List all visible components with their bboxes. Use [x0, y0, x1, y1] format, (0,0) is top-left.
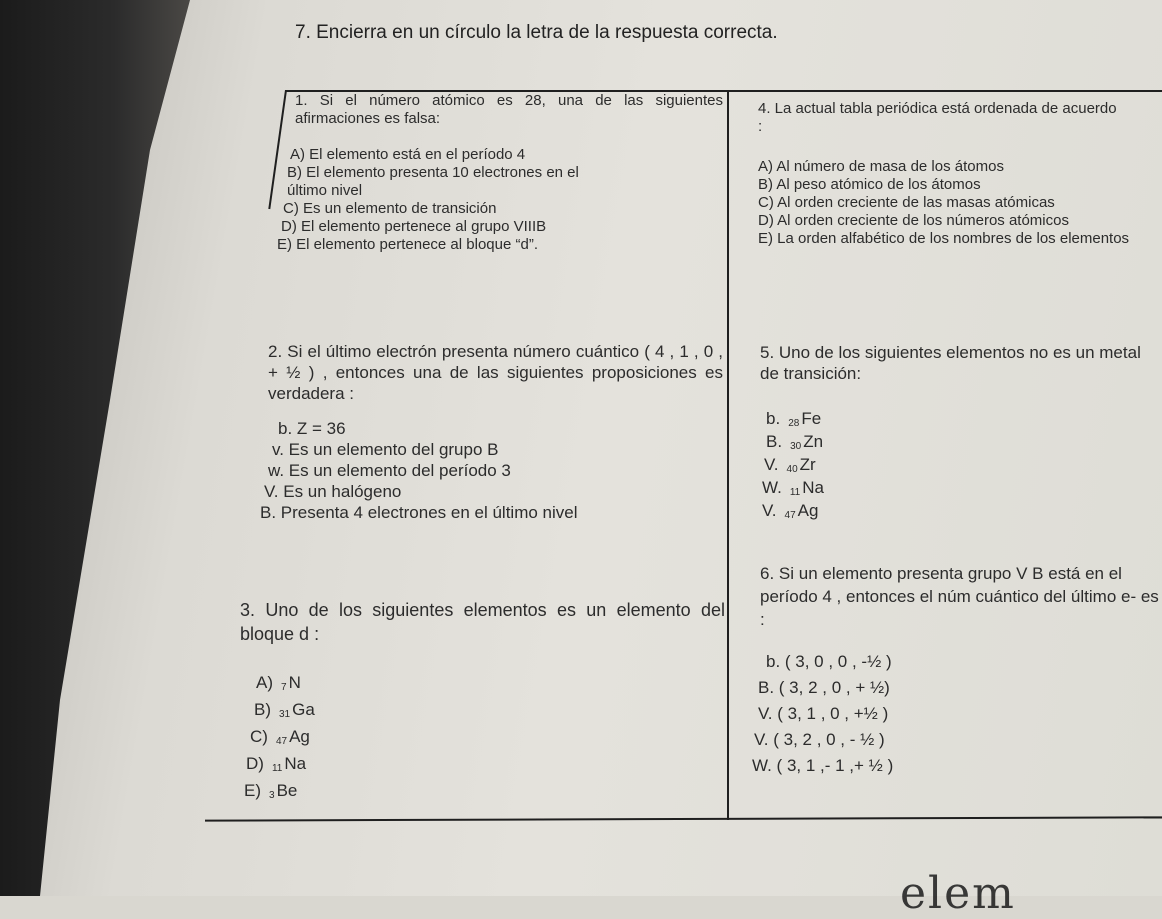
option-label: V.	[764, 455, 779, 474]
atomic-number: 40	[786, 464, 798, 475]
question-2-option-V[interactable]: V. Es un halógeno	[264, 482, 402, 501]
question-4-option-a[interactable]: A) Al número de masa de los átomos	[758, 158, 1004, 175]
question-3	[240, 598, 725, 807]
question-4-stem: 4. La actual tabla periódica está ordenada de acuerdo :	[758, 100, 1117, 135]
element-symbol: Ga	[292, 700, 315, 719]
question-5-option-B[interactable]	[766, 431, 1160, 454]
question-2-option-v[interactable]: v. Es un elemento del grupo B	[272, 440, 499, 459]
question-3-option-c[interactable]	[250, 726, 725, 753]
option-label: B.	[766, 432, 783, 451]
question-3-option-a[interactable]	[256, 672, 725, 699]
question-2-option-w[interactable]: w. Es un elemento del período 3	[268, 461, 511, 480]
element-symbol: N	[288, 673, 301, 692]
element-symbol: Ag	[797, 501, 819, 520]
option-label: W.	[762, 478, 782, 497]
question-6-option-B[interactable]: B. ( 3, 2 , 0 , + ½)	[758, 678, 890, 697]
question-1-option-b[interactable]: B) El elemento presenta 10 electrones en el último nivel	[287, 164, 579, 199]
question-3-option-b[interactable]	[254, 699, 725, 726]
question-1-option-e[interactable]: E) El elemento pertenece al bloque “d”.	[277, 236, 538, 253]
question-3-option-e[interactable]	[244, 780, 725, 807]
option-label: C)	[250, 727, 268, 746]
option-label: A)	[256, 673, 273, 692]
option-label: V.	[762, 501, 777, 520]
question-1-option-c[interactable]: C) Es un elemento de transición	[283, 200, 497, 217]
atomic-number: 28	[788, 418, 800, 429]
next-page-fragment: elem	[900, 868, 1016, 919]
element-symbol: Be	[276, 781, 298, 800]
question-4-option-d[interactable]: D) Al orden creciente de los números atómicos	[758, 212, 1069, 229]
question-2-stem: 2. Si el último electrón presenta número cuántico ( 4 , 1 , 0 , + ½ ) , entonces una de las siguientes proposiciones es verdadera :	[268, 342, 723, 403]
question-5-option-V-1[interactable]	[764, 454, 1160, 477]
question-4-option-e[interactable]: E) La orden alfabético de los nombres de los elementos	[758, 230, 1130, 247]
question-4	[758, 100, 1158, 248]
option-label: B)	[254, 700, 271, 719]
option-label: b.	[766, 409, 781, 428]
element-symbol: Na	[284, 754, 307, 773]
question-6-option-W[interactable]: W. ( 3, 1 ,- 1 ,+ ½ )	[752, 756, 894, 775]
question-2-option-b[interactable]: b. Z = 36	[278, 419, 346, 438]
atomic-number: 30	[790, 441, 802, 452]
option-label: D)	[246, 754, 264, 773]
question-6-option-V-1[interactable]: V. ( 3, 1 , 0 , +½ )	[758, 704, 889, 723]
atomic-number: 3	[269, 790, 275, 801]
question-5-option-b[interactable]	[766, 408, 1160, 431]
question-1-option-d[interactable]: D) El elemento pertenece al grupo VIIIB	[281, 218, 547, 235]
element-symbol: Zr	[799, 455, 816, 474]
question-2-option-B[interactable]: B. Presenta 4 electrones en el último nivel	[260, 503, 578, 522]
element-symbol: Zn	[803, 432, 824, 451]
atomic-number: 31	[279, 709, 291, 720]
question-5-option-W[interactable]	[762, 477, 1160, 500]
question-4-option-c[interactable]: C) Al orden creciente de las masas atómicas	[758, 194, 1055, 211]
question-1-option-a[interactable]: A) El elemento está en el período 4	[290, 146, 526, 163]
question-heading: 7. Encierra en un círculo la letra de la respuesta correcta.	[295, 22, 778, 43]
question-4-option-b[interactable]: B) Al peso atómico de los átomos	[758, 176, 981, 193]
question-3-stem: 3. Uno de los siguientes elementos es un elemento del bloque d :	[240, 600, 725, 644]
question-5-stem: 5. Uno de los siguientes elementos no es un metal de transición:	[760, 343, 1141, 383]
atomic-number: 11	[789, 487, 801, 498]
question-5	[760, 342, 1160, 523]
question-1	[277, 92, 723, 254]
question-6	[752, 562, 1160, 779]
element-symbol: Ag	[289, 727, 310, 746]
question-5-option-V-2[interactable]	[762, 500, 1160, 523]
atomic-number: 47	[275, 736, 288, 747]
question-2	[260, 341, 723, 523]
question-6-stem: 6. Si un elemento presenta grupo V B está en el período 4 , entonces el núm cuántico del último e- es :	[760, 564, 1159, 629]
question-1-stem: 1. Si el número atómico es 28, una de las siguientes afirmaciones es falsa:	[295, 92, 723, 127]
atomic-number: 7	[281, 682, 287, 693]
option-label: E)	[244, 781, 261, 800]
table-center-divider	[727, 90, 729, 820]
element-symbol: Na	[802, 478, 824, 497]
question-3-option-d[interactable]	[246, 753, 725, 780]
element-symbol: Fe	[801, 409, 822, 428]
atomic-number: 47	[784, 510, 796, 521]
question-6-option-V-2[interactable]: V. ( 3, 2 , 0 , - ½ )	[754, 730, 885, 749]
question-6-option-b[interactable]: b. ( 3, 0 , 0 , -½ )	[766, 652, 892, 671]
atomic-number: 11	[271, 763, 283, 774]
